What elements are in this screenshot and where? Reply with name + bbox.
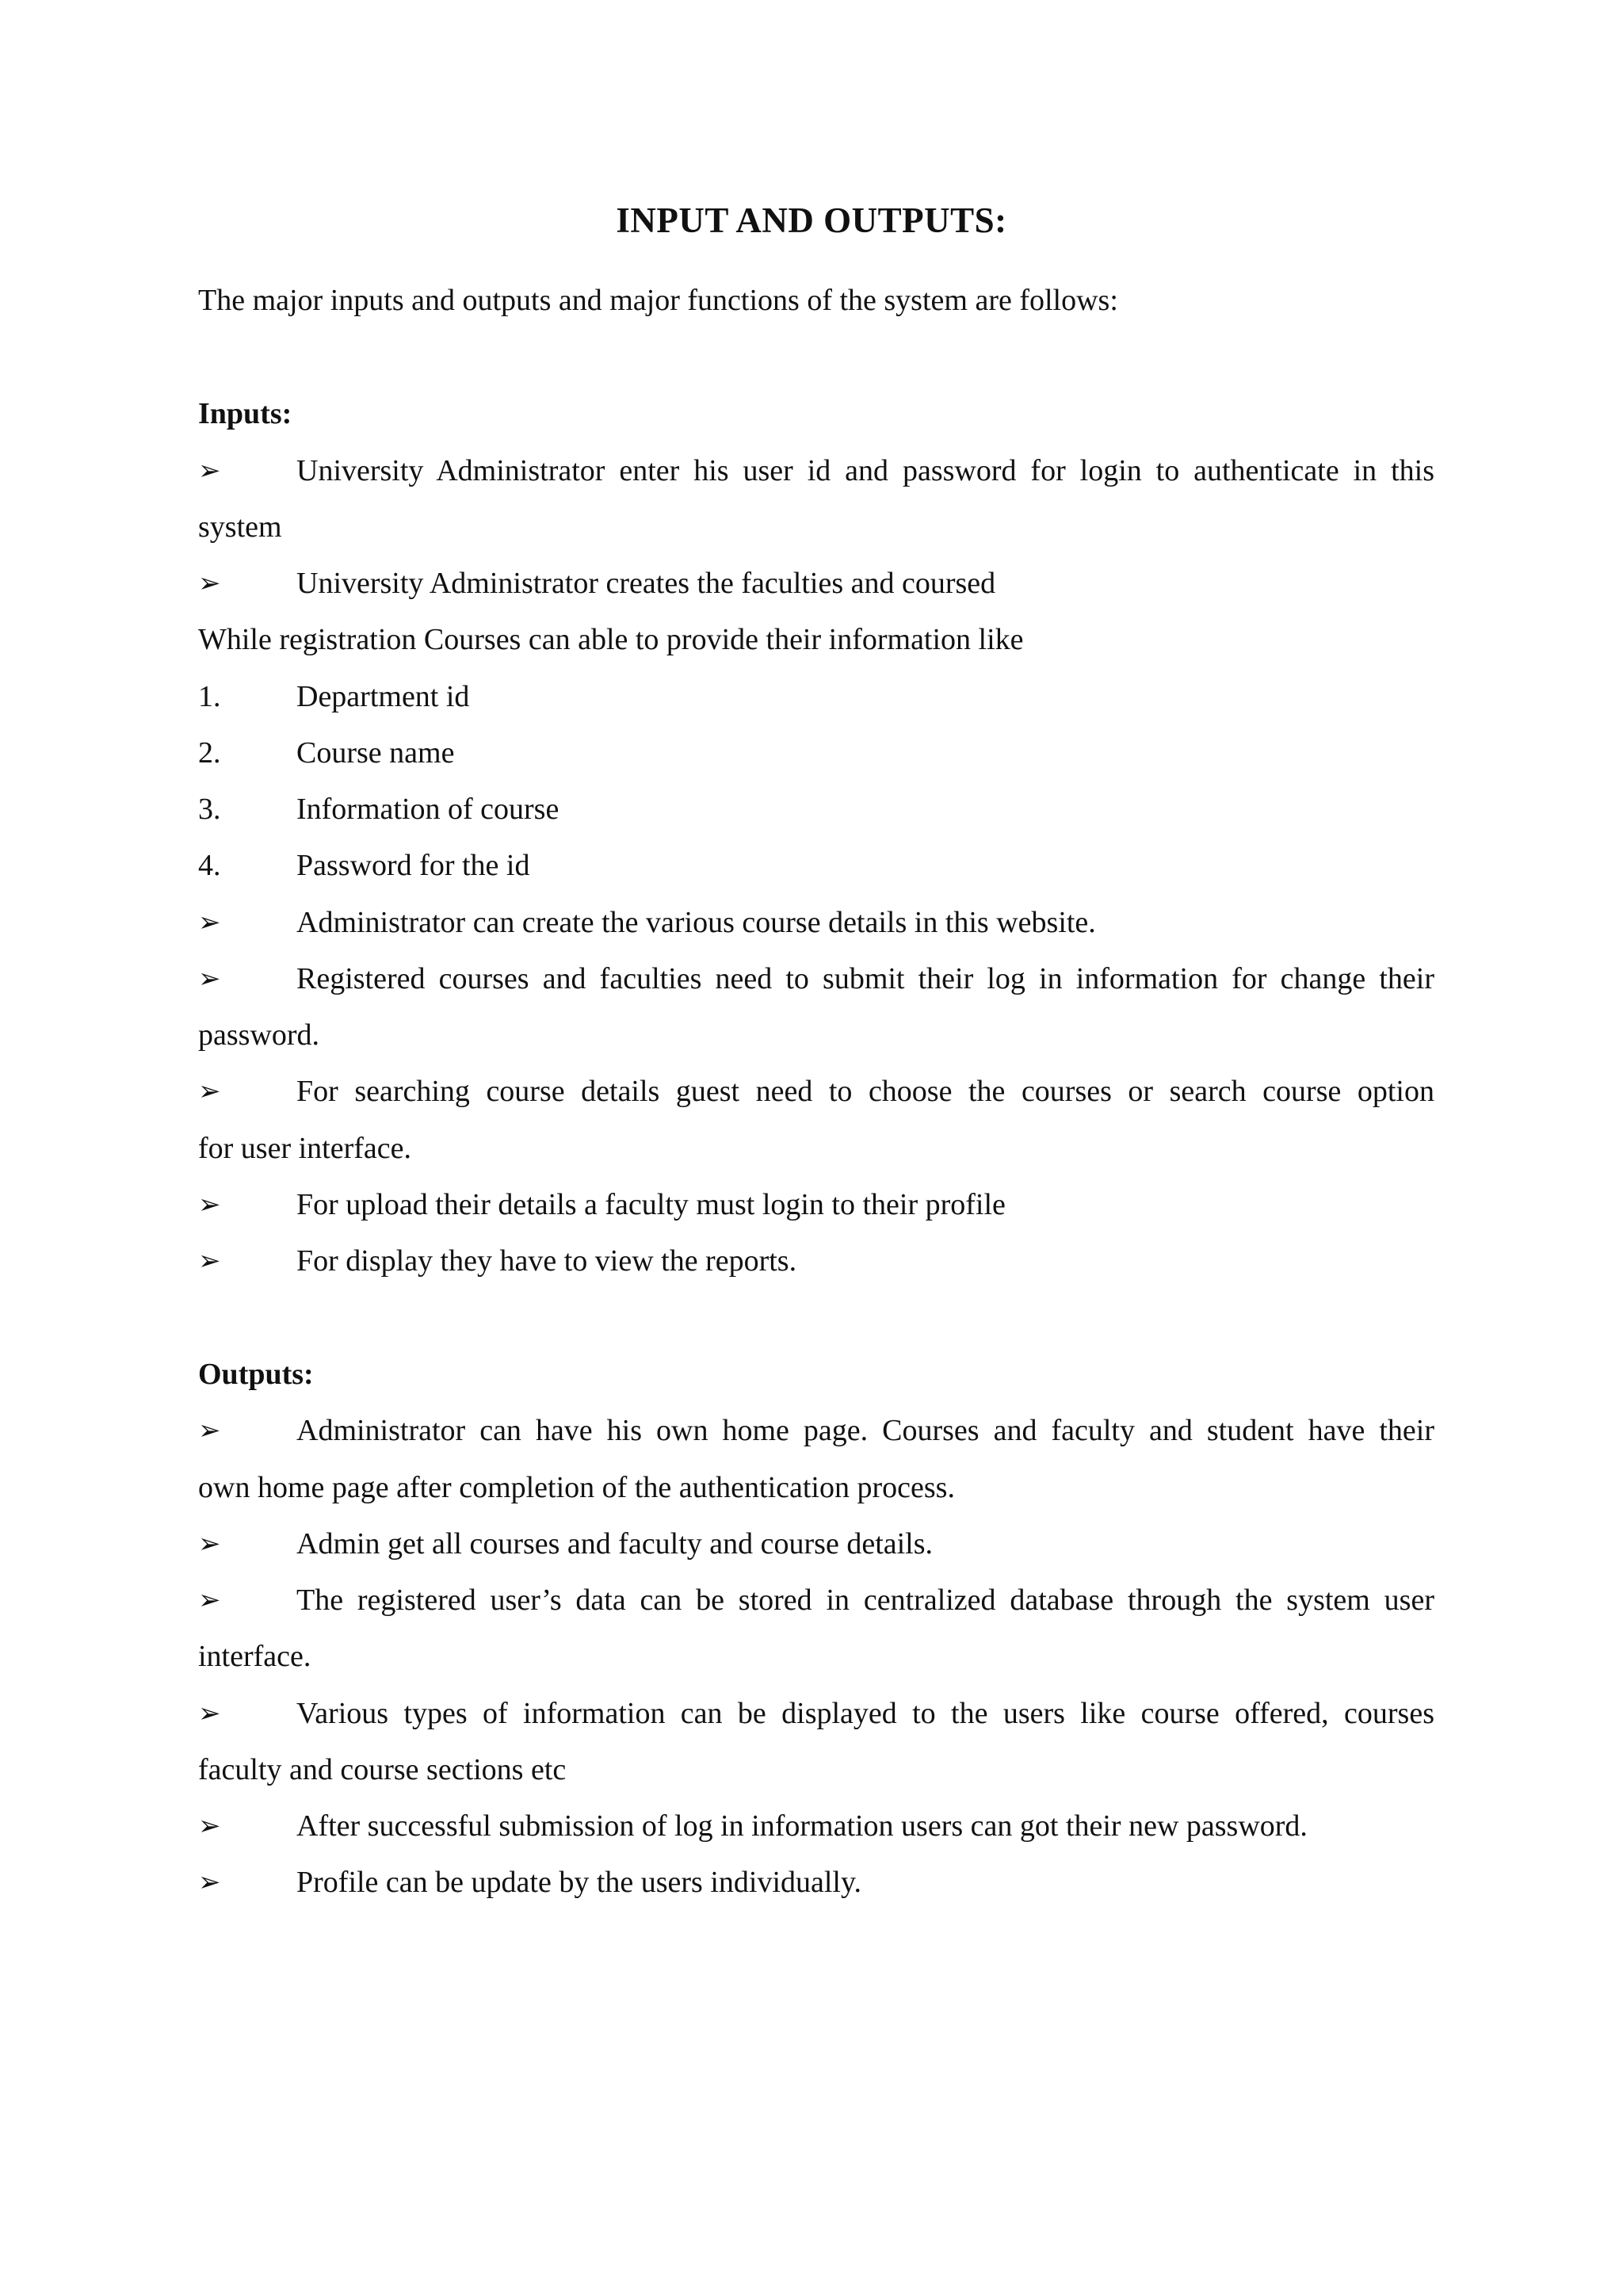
list-item: After successful submission of log in information users can got their new password. (296, 1809, 1308, 1843)
list-item: For display they have to view the reports. (296, 1244, 797, 1278)
list-number: 2. (198, 736, 221, 770)
list-item: University Administrator enter his user id and password for login to authenticate in this (296, 454, 1434, 487)
list-item-continuation: password. (198, 1018, 320, 1052)
list-item-continuation: own home page after completion of the authentication process. (198, 1471, 955, 1504)
bullet-arrow-icon: ➢ (198, 1189, 221, 1221)
list-item-continuation: interface. (198, 1640, 311, 1673)
bullet-arrow-icon: ➢ (198, 1528, 221, 1560)
bullet-arrow-icon: ➢ (198, 1415, 221, 1446)
bullet-arrow-icon: ➢ (198, 1810, 221, 1842)
list-item: For upload their details a faculty must login to their profile (296, 1188, 1006, 1221)
numbered-item: Department id (296, 680, 470, 713)
list-item: Registered courses and faculties need to submit their log in information for change their (296, 962, 1434, 995)
page-title: INPUT AND OUTPUTS: (616, 201, 1007, 240)
numbered-item: Information of course (296, 793, 559, 826)
bullet-arrow-icon: ➢ (198, 1245, 221, 1277)
bullet-arrow-icon: ➢ (198, 963, 221, 995)
list-number: 4. (198, 849, 221, 882)
numbered-item: Password for the id (296, 849, 530, 882)
bullet-arrow-icon: ➢ (198, 567, 221, 599)
list-number: 3. (198, 793, 221, 826)
list-item: Profile can be update by the users individually. (296, 1866, 862, 1899)
bullet-arrow-icon: ➢ (198, 455, 221, 487)
bullet-arrow-icon: ➢ (198, 1584, 221, 1616)
inputs-heading: Inputs: (198, 397, 292, 430)
list-item: Administrator can have his own home page. Courses and faculty and student have their (296, 1414, 1434, 1447)
list-item: Various types of information can be displayed to the users like course offered, courses (296, 1697, 1434, 1730)
bullet-arrow-icon: ➢ (198, 907, 221, 938)
bullet-arrow-icon: ➢ (198, 1075, 221, 1107)
list-item: For searching course details guest need to choose the courses or search course option (296, 1075, 1434, 1108)
paragraph-line: While registration Courses can able to provide their information like (198, 623, 1024, 656)
bullet-arrow-icon: ➢ (198, 1698, 221, 1729)
list-number: 1. (198, 680, 221, 713)
list-item-continuation: faculty and course sections etc (198, 1753, 567, 1786)
list-item: Admin get all courses and faculty and course details. (296, 1527, 934, 1561)
list-item: University Administrator creates the faculties and coursed (296, 567, 996, 600)
list-item: Administrator can create the various course details in this website. (296, 906, 1096, 939)
outputs-heading: Outputs: (198, 1358, 314, 1391)
numbered-item: Course name (296, 736, 455, 770)
list-item-continuation: for user interface. (198, 1132, 412, 1165)
list-item: The registered user’s data can be stored in centralized database through the system user (296, 1584, 1434, 1617)
list-item-continuation: system (198, 510, 282, 544)
intro-paragraph: The major inputs and outputs and major functions of the system are follows: (198, 284, 1118, 317)
bullet-arrow-icon: ➢ (198, 1866, 221, 1898)
